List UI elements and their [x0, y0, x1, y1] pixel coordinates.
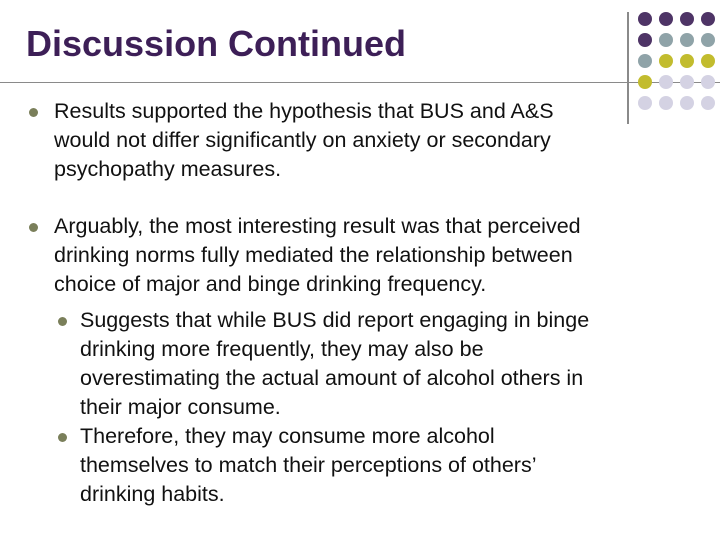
bullet-text-line: their major consume. [80, 395, 281, 419]
bullet-text-line: drinking more frequently, they may also be [80, 337, 484, 361]
bullet-text-line: overestimating the actual amount of alcohol others in [80, 366, 584, 390]
bullet-icon [58, 433, 67, 442]
slide-title: Discussion Continued [26, 23, 407, 64]
bullet-text-line: psychopathy measures. [54, 157, 282, 181]
bullet-text-line: themselves to match their perceptions of others’ [80, 453, 537, 477]
bullet-icon [29, 108, 38, 117]
bullet-text-line: Arguably, the most interesting result was that perceived [54, 214, 581, 238]
bullet-text-line: would not differ significantly on anxiety or secondary [54, 128, 551, 152]
bullet-icon [58, 317, 67, 326]
bullet-text-line: drinking norms fully mediated the relationship between [54, 243, 573, 267]
bullet-icon [29, 223, 38, 232]
bullet-text-line: Therefore, they may consume more alcohol [80, 424, 495, 448]
bullet-text-line: Suggests that while BUS did report engaging in binge [80, 308, 590, 332]
bullet-text-line: drinking habits. [80, 482, 225, 506]
bullet-text-line: Results supported the hypothesis that BUS and A&S [54, 99, 554, 123]
bullet-text-line: choice of major and binge drinking frequency. [54, 272, 487, 296]
